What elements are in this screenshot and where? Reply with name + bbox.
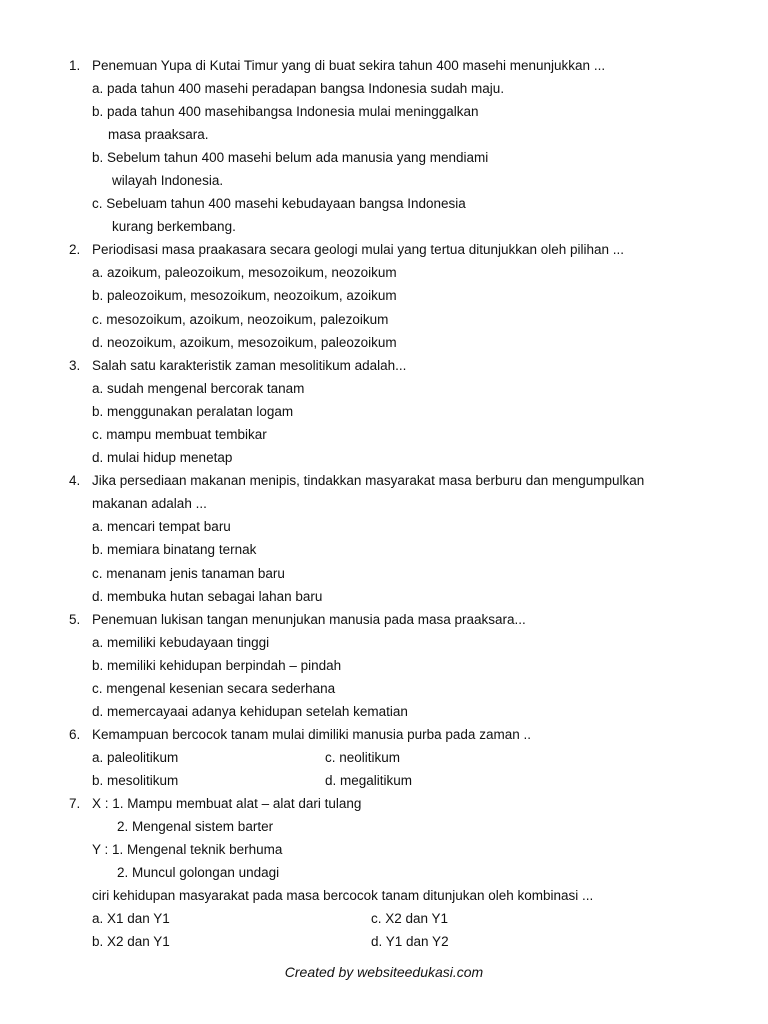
- statement-x2: 2. Mengenal sistem barter: [117, 819, 274, 834]
- option-continuation: kurang berkembang.: [112, 219, 236, 234]
- question-number: 5.: [69, 612, 81, 627]
- option: c. X2 dan Y1: [371, 911, 449, 926]
- question-text: Jika persediaan makanan menipis, tindakkan masyarakat masa berburu dan mengumpulkan: [92, 473, 645, 488]
- question-number: 6.: [69, 727, 81, 742]
- question-text: Penemuan Yupa di Kutai Timur yang di buat sekira tahun 400 masehi menunjukkan ...: [92, 58, 606, 73]
- question-text: Penemuan lukisan tangan menunjukan manusia pada masa praaksara...: [92, 612, 526, 627]
- option: b. menggunakan peralatan logam: [92, 404, 294, 419]
- option: c. neolitikum: [325, 750, 401, 765]
- option: a. azoikum, paleozoikum, mesozoikum, neozoikum: [92, 265, 397, 280]
- statement-y2: 2. Muncul golongan undagi: [117, 865, 280, 880]
- option: b. Sebelum tahun 400 masehi belum ada manusia yang mendiami: [92, 150, 489, 165]
- option: b. mesolitikum: [92, 773, 179, 788]
- option: d. mulai hidup menetap: [92, 450, 233, 465]
- option-continuation: wilayah Indonesia.: [112, 173, 224, 188]
- option: d. megalitikum: [325, 773, 413, 788]
- statement-x1: X : 1. Mampu membuat alat – alat dari tulang: [92, 796, 362, 811]
- option: c. mengenal kesenian secara sederhana: [92, 681, 336, 696]
- question-number: 3.: [69, 358, 81, 373]
- option: d. membuka hutan sebagai lahan baru: [92, 589, 323, 604]
- option: c. mampu membuat tembikar: [92, 427, 267, 442]
- option: c. mesozoikum, azoikum, neozoikum, palezoikum: [92, 312, 389, 327]
- question-number: 1.: [69, 58, 81, 73]
- option: b. memiliki kehidupan berpindah – pindah: [92, 658, 342, 673]
- question-text: ciri kehidupan masyarakat pada masa bercocok tanam ditunjukan oleh kombinasi ...: [92, 888, 594, 903]
- option-continuation: masa praaksara.: [108, 127, 209, 142]
- option: d. memercayaai adanya kehidupan setelah kematian: [92, 704, 408, 719]
- option: b. pada tahun 400 masehibangsa Indonesia mulai meninggalkan: [92, 104, 479, 119]
- option: a. memiliki kebudayaan tinggi: [92, 635, 270, 650]
- option: b. paleozoikum, mesozoikum, neozoikum, azoikum: [92, 288, 397, 303]
- question-text: Salah satu karakteristik zaman mesolitikum adalah...: [92, 358, 407, 373]
- question-text: Periodisasi masa praakasara secara geologi mulai yang tertua ditunjukkan oleh pilihan ...: [92, 242, 625, 257]
- option: c. Sebeluam tahun 400 masehi kebudayaan bangsa Indonesia: [92, 196, 466, 211]
- option: d. Y1 dan Y2: [371, 934, 449, 949]
- option: d. neozoikum, azoikum, mesozoikum, paleozoikum: [92, 335, 397, 350]
- option: b. memiara binatang ternak: [92, 542, 257, 557]
- question-text-continuation: makanan adalah ...: [92, 496, 207, 511]
- option: b. X2 dan Y1: [92, 934, 170, 949]
- option: a. X1 dan Y1: [92, 911, 170, 926]
- question-number: 4.: [69, 473, 81, 488]
- question-number: 2.: [69, 242, 81, 257]
- question-text: Kemampuan bercocok tanam mulai dimiliki manusia purba pada zaman ..: [92, 727, 531, 742]
- option: c. menanam jenis tanaman baru: [92, 566, 285, 581]
- option: a. sudah mengenal bercorak tanam: [92, 381, 305, 396]
- question-number: 7.: [69, 796, 81, 811]
- option: a. mencari tempat baru: [92, 519, 231, 534]
- statement-y1: Y : 1. Mengenal teknik berhuma: [92, 842, 283, 857]
- footer-credit: Created by websiteedukasi.com: [284, 964, 484, 980]
- option: a. pada tahun 400 masehi peradapan bangsa Indonesia sudah maju.: [92, 81, 505, 96]
- option: a. paleolitikum: [92, 750, 179, 765]
